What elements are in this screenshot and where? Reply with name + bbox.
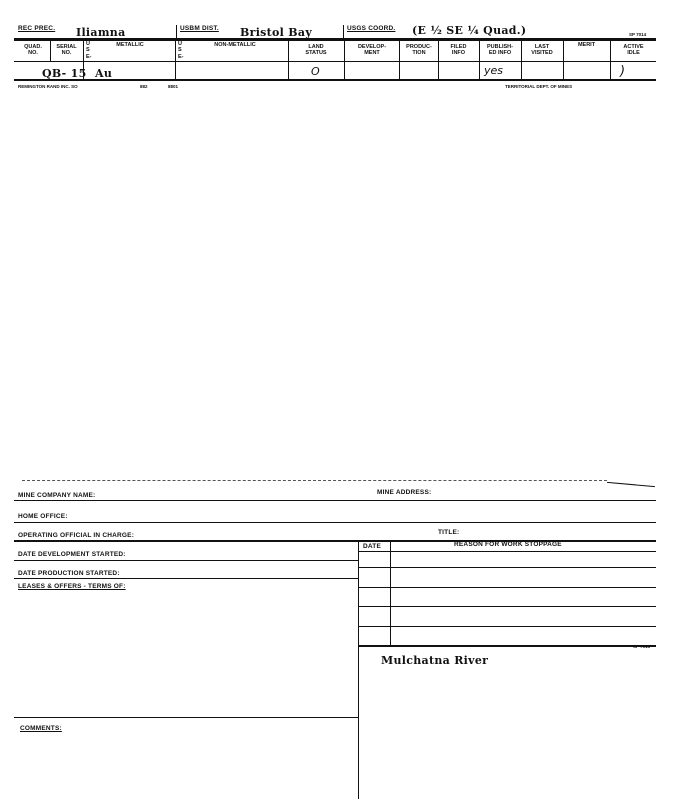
row-active-idle: ) xyxy=(620,64,626,79)
table-rule xyxy=(358,587,656,588)
form-rule xyxy=(14,717,358,718)
usgs-coord-label: USGS COORD. xyxy=(347,25,396,32)
col-metallic-use: U S E- xyxy=(86,41,92,60)
title-label: TITLE: xyxy=(438,529,460,536)
col-land-status: LAND STATUS xyxy=(305,44,327,57)
date-header: DATE xyxy=(363,543,382,550)
col-filed-info: FILED INFO xyxy=(450,44,467,57)
leases-offers-label: LEASES & OFFERS - TERMS OF: xyxy=(18,583,126,590)
col-last-visited: LAST VISITED xyxy=(531,44,553,57)
table-rule xyxy=(358,645,656,647)
table-rule xyxy=(358,626,656,627)
table-rule xyxy=(358,551,656,552)
mine-company-name-label: MINE COMPANY NAME: xyxy=(18,492,96,499)
row-metallic: Au xyxy=(95,67,113,80)
top-footer-code: 8801 xyxy=(168,84,179,89)
col-non-metallic: NON-METALLIC xyxy=(214,42,256,48)
row-quad-serial: QB- 15 xyxy=(42,67,87,80)
table-divider xyxy=(390,541,391,645)
form-rule xyxy=(14,560,358,561)
form-rule xyxy=(14,578,358,579)
reason-header: REASON FOR WORK STOPPAGE xyxy=(454,541,562,548)
usgs-coord-value: (E ½ SE ¼ Quad.) xyxy=(412,24,527,37)
column-header-rule xyxy=(14,61,656,62)
home-office-label: HOME OFFICE: xyxy=(18,513,68,520)
card-edge xyxy=(22,480,607,481)
title-divider xyxy=(343,25,344,39)
header-rule xyxy=(14,39,656,41)
top-footer-left: REMINGTON RAND INC. SO xyxy=(18,84,78,89)
column-divider xyxy=(175,40,176,80)
comments-label: COMMENTS: xyxy=(20,725,62,732)
mine-address-label: MINE ADDRESS: xyxy=(377,489,432,496)
rec-prec-label: REC PREC. xyxy=(18,25,56,32)
table-rule xyxy=(358,567,656,568)
col-production: PRODUC- TION xyxy=(406,44,432,57)
form-rule xyxy=(14,522,656,523)
col-quad-no: QUAD. NO. xyxy=(24,44,42,57)
column-divider xyxy=(344,40,345,80)
col-development: DEVELOP- MENT xyxy=(357,44,387,57)
col-serial-no: SERIAL NO. xyxy=(56,44,77,57)
row-published-info: yes xyxy=(484,64,504,77)
usbm-dist-value: Bristol Bay xyxy=(240,26,313,39)
rec-prec-value: Iliamna xyxy=(76,26,126,39)
top-form-number: SP 7014 xyxy=(629,32,647,37)
location-note: Mulchatna River xyxy=(381,654,489,667)
table-rule xyxy=(358,606,656,607)
top-footer-code: 882 xyxy=(140,84,148,89)
col-active-idle: ACTIVE IDLE xyxy=(623,44,644,57)
col-merit: MERIT xyxy=(577,42,596,48)
title-divider xyxy=(176,25,177,39)
row-land-status: O xyxy=(311,65,320,78)
col-non-metallic-use: U S E- xyxy=(178,41,184,60)
operating-official-label: OPERATING OFFICIAL IN CHARGE: xyxy=(18,532,135,539)
date-production-label: DATE PRODUCTION STARTED: xyxy=(18,570,120,577)
column-divider xyxy=(288,40,289,80)
bottom-form-number: SP 7015 xyxy=(633,644,651,649)
card-edge xyxy=(607,482,655,487)
usbm-dist-label: USBM DIST. xyxy=(180,25,219,32)
date-development-label: DATE DEVELOPMENT STARTED: xyxy=(18,551,126,558)
col-published-info: PUBLISH- ED INFO xyxy=(487,44,513,57)
table-divider xyxy=(358,541,359,799)
col-metallic: METALLIC xyxy=(116,42,144,48)
top-footer-right: TERRITORIAL DEPT. OF MINES xyxy=(505,84,573,89)
form-rule xyxy=(14,500,656,501)
